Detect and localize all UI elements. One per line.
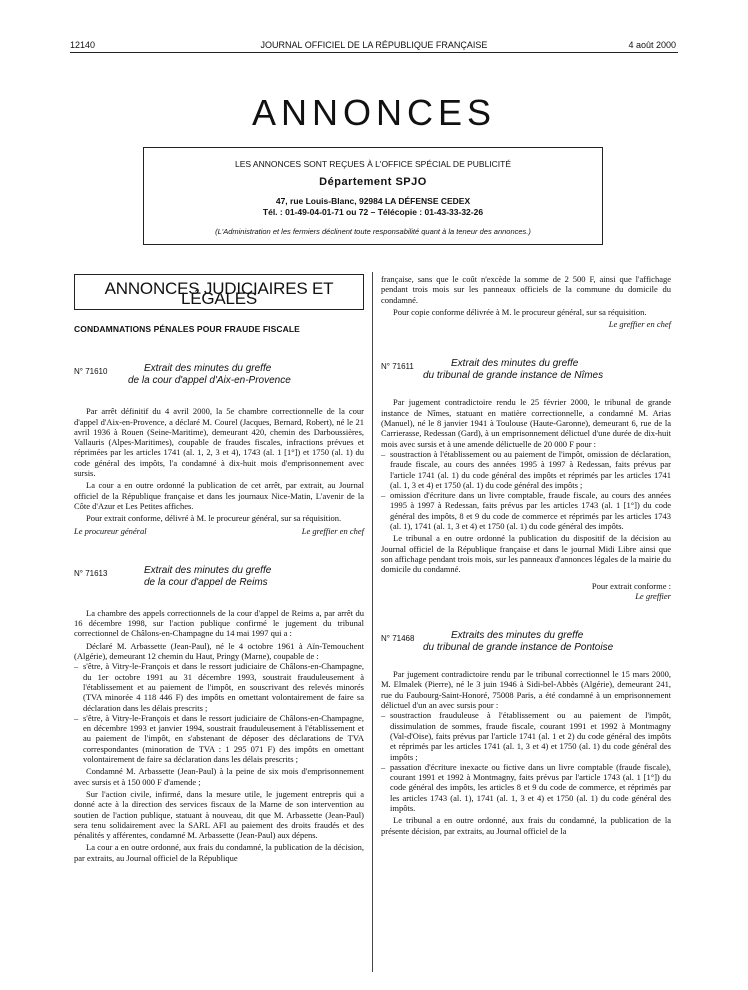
notice-paragraph: Par jugement contradictoire rendu par le tribunal correctionnel le 15 mars 2000, M. Elmalek (Pierre), né le 3 juin 1946 à Sidi-bel-Abbès (Algérie), demeurant 241, rue du Faubourg-Saint-Honoré, 75008 Paris, a été condamné à un emprisonnement délictuel d'un an avec sursis pour : [381,669,671,711]
notice-title-line1: Extrait des minutes du greffe [144,564,272,576]
notice-paragraph: Le tribunal a en outre ordonné, aux frais du condamné, la publication de la présente décision, par extraits, au Journal officiel de la [381,815,671,836]
section-rubric: ANNONCES JUDICIAIRES ET LÉGALES [74,274,364,310]
notice-title-line2: de la cour d'appel d'Aix-en-Provence [128,375,291,387]
notice-title-line1: Extrait des minutes du greffe [451,358,579,370]
notice-number: N° 71613 [74,568,108,578]
notice-paragraph: Le tribunal a en outre ordonné la publication du dispositif de la décision au Journal officiel de la République française et dans le journal Midi Libre ainsi que son affichage pendant trois mois, sur les panneaux d'annonces légales de la mairie du domicile du condamné. [381,533,671,575]
phone-fax: Tél. : 01-49-04-01-71 ou 72 – Télécopie : 01-43-33-32-26 [262,207,484,217]
notice-paragraph: La chambre des appels correctionnels de la cour d'appel de Reims a, par arrêt du 16 décembre 1998, sur l'action publique confirmé le jugement du tribunal correctionnel de Châlons-en-Champagne du 14 mai 1997 qui a : [74,607,364,639]
notice-header [74,364,364,392]
disclaimer: (L'Administration et les fermiers déclinent toute responsabilité quant à la teneur des annonces.) [215,227,531,236]
list-item: – s'être, à Vitry-le-François et dans le ressort judiciaire de Châlons-en-Champagne, en décembre 1993 et janvier 1994, soustrait frauduleusement à l'établissement et au paiement de l'impôt, en s'abstenant de déposer des déclarations de TVA correspondantes (minoration de TVA : 1 295 071 F) des impôts en omettant volontairement de faire sa déclaration dans les délais prescrits ; [74,713,364,764]
notice-paragraph: Sur l'action civile, infirmé, dans la mesure utile, le jugement entrepris qui a donné acte à la direction des services fiscaux de la Marne de son intervention au soutien de l'action publique, statuant à nouveau, dit que M. Arbassette (Jean-Paul) sera tenu solidairement avec la SARL AFI au paiement des droits fraudés et des pénalités y afférentes, condamné M. Arbassette (Jean-Paul) aux dépens. [74,788,364,841]
contact-intro: LES ANNONCES SONT REÇUES À L'OFFICE SPÉCIAL DE PUBLICITÉ [234,159,512,169]
signature-label: Pour extrait conforme : [591,580,671,591]
notice-paragraph: La cour a en outre ordonné, aux frais du condamné, la publication de la décision, par extraits, au Journal officiel de la République [74,842,364,863]
notice-title-line2: du tribunal de grande instance de Nîmes [423,370,604,382]
notice-number: N° 71468 [381,634,415,644]
notice-title-line1: Extrait des minutes du greffe [144,363,272,375]
notice-paragraph: Par arrêt définitif du 4 avril 2000, la 5e chambre correctionnelle de la cour d'appel d'Aix-en-Provence, a déclaré M. Courel (Jacques, Bernard, Robert), né le 21 avril 1936 à Rouen (Seine-Maritime), demeurant 420, chemin des Darboussières, Vallauris (Alpes-Maritimes), coupable de fraudes fiscales, infractions prévues et réprimées par les articles 1741 (al. 1, 2, 3 et 4), 1743 (al. 1 [1°]) et 1750 (al. 1) du code général des impôts, l'a condamné à dix-huit mois d'emprisonnement avec sursis. [74,406,364,479]
notice-paragraph: La cour a en outre ordonné la publication de cet arrêt, par extrait, au Journal officiel de la République française et dans les journaux Nice-Matin, L'avenir de la Côte d'Azur et Les Petites affiches. [74,480,364,511]
notice-title-line1: Extraits des minutes du greffe [451,630,584,642]
left-column [74,274,364,863]
notice-paragraph: Par jugement contradictoire rendu le 25 février 2000, le tribunal de grande instance de Nîmes, statuant en matière correctionnelle, a condamné M. Arias (Manuel), né le 8 janvier 1941 à Toulouse (Haute-Garonne), demeurant 6, rue de la Carrierasse, Redessan (Gard), à un emprisonnement délictuel d'une durée de dix-huit mois avec sursis et à une amende délictuelle de 20 000 F pour : [381,397,671,449]
notice-header [381,359,671,387]
charges-list [381,449,671,531]
notice-number: N° 71611 [381,362,414,372]
header-rule [70,52,678,53]
signature-clerk: Le greffier en chef [301,525,364,536]
page-number: 12140 [70,40,96,50]
charges-list [74,661,364,764]
signature-clerk: Le greffier en chef [608,319,671,330]
signature-line [74,526,364,536]
list-item: – soustraction à l'établissement ou au paiement de l'impôt, omission de déclaration, fraude fiscale, au cours des années 1995 à 1997 à Redessan, faits prévus par l'article 1741 (al. 1) du code général des impôts et réprimés par les articles 1741 (al. 1, 3 et 4) et 1750 (al. 1) du code général des impôts ; [381,449,671,490]
column-divider [372,272,373,972]
notice-paragraph: Pour copie conforme délivrée à M. le procureur général, sur sa réquisition. [393,306,647,317]
notice-paragraph: Déclaré M. Arbassette (Jean-Paul), né le 4 octobre 1961 à Aïn-Temouchent (Algérie), demeurant 12 chemin du Haut, Pringy (Marne), coupable de : [74,640,364,662]
contact-box [143,147,603,245]
list-item: – omission d'écriture dans un livre comptable, fraude fiscale, au cours des années 1995 à 1997 à Redessan, faits prévus par les articles 1743 (al. 1 [1°]) du code général des impôts, 8 et 9 du code de commerce et réprimés par les articles 1743 (al. 1), 1741 (al. 1, 3 et 4) et 1750 (al. 1) du code général des impôts. [381,490,671,531]
right-column [381,274,671,836]
charges-list [381,710,671,813]
signature-prosecutor: Le procureur général [74,525,147,536]
journal-title: JOURNAL OFFICIEL DE LA RÉPUBLIQUE FRANÇAISE [260,40,488,50]
notice-paragraph: Condamné M. Arbassette (Jean-Paul) à la peine de six mois d'emprisonnement avec sursis et à 150 000 F d'amende ; [74,766,364,787]
signature-clerk: Le greffier [635,590,671,601]
page-title: ANNONCES [251,92,497,133]
notice-title-line2: du tribunal de grande instance de Pontoise [423,642,614,654]
department-name: Département SPJO [319,176,427,188]
list-item: – soustraction frauduleuse à l'établissement ou au paiement de l'impôt, dissimulation de sommes, fraude fiscale, courant 1991 et 1992 à Montmagny (Val-d'Oise), faits prévus par l'article 1741 (al. 1 et 2) du code général des impôts et réprimés par les articles 1741 (al. 1, 3 et 4) et 1750 (al. 1) du code général des impôts ; [381,710,671,761]
continued-paragraph: française, sans que le coût n'excède la somme de 2 500 F, ainsi que l'affichage pendant trois mois sur les panneaux officiels de la commune du domicile du condamné. [381,274,671,305]
address: 47, rue Louis-Blanc, 92984 LA DÉFENSE CEDEX [275,196,471,206]
notice-title-line2: de la cour d'appel de Reims [144,576,268,588]
list-item: – s'être, à Vitry-le-François et dans le ressort judiciaire de Châlons-en-Champagne, du 1er octobre 1991 au 31 décembre 1993, soustrait frauduleusement à l'établissement et au paiement de l'impôt, en souscrivant des relevés minorés (TVA minorée 4 118 446 F) des impôts en omettant volontairement de faire sa déclaration dans les délais prescrits ; [74,661,364,712]
notice-number: N° 71610 [74,367,108,377]
notice-header [74,566,364,594]
notice-header [381,631,671,659]
notice-paragraph: Pour extrait conforme, délivré à M. le procureur général, sur sa réquisition. [86,513,342,524]
issue-date: 4 août 2000 [628,40,676,50]
list-item: – passation d'écriture inexacte ou fictive dans un livre comptable (fraude fiscale), courant 1991 et 1992 à Montmagny, faits prévus par l'article 1743 (al. 1 [1°]) du code général des impôts, les articles 8 et 9 du code de commerce, et réprimés par les articles 1743 (al. 1), 1741 (al. 1, 3 et 4) et 1750 (al. 1) du code général des impôts. [381,762,671,813]
section-subrubric: CONDAMNATIONS PÉNALES POUR FRAUDE FISCALE [74,324,300,334]
